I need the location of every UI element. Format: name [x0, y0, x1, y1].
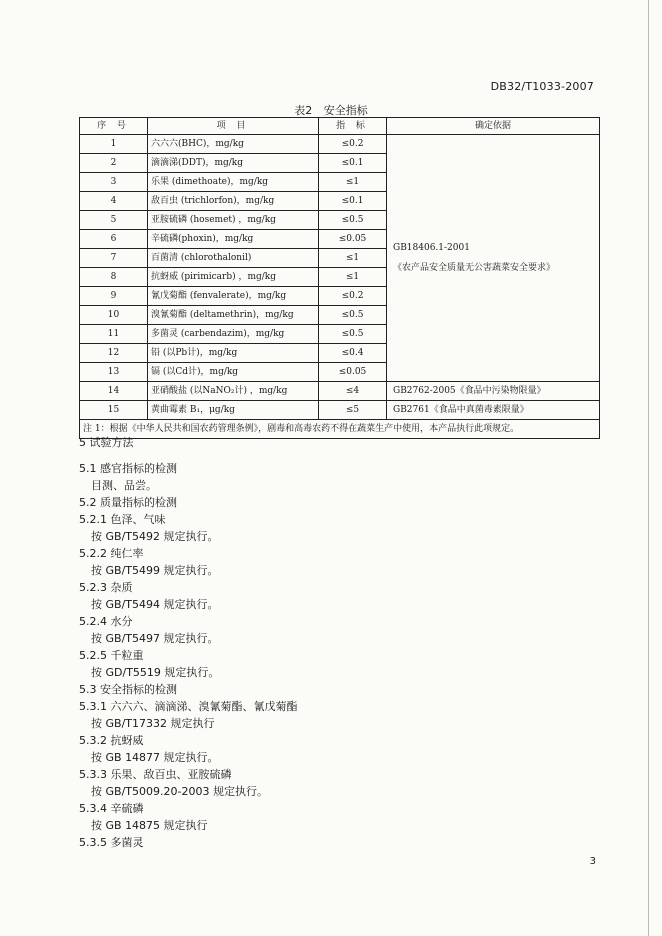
row-basis: GB2761《食品中真菌毒素限量》 — [387, 401, 600, 420]
row-item: 亚硝酸盐 (以NaNO₂计) ，mg/kg — [148, 382, 319, 401]
row-item: 铅 (以Pb计)，mg/kg — [148, 344, 319, 363]
section-5-2-5-heading: 5.2.5 千粒重 — [79, 649, 144, 662]
row-limit: ≤0.5 — [319, 306, 387, 325]
section-5-3-3-heading: 5.3.3 乐果、敌百虫、亚胺硫磷 — [79, 768, 232, 781]
row-item: 辛硫磷(phoxin)，mg/kg — [148, 230, 319, 249]
row-number: 8 — [80, 268, 148, 287]
section-5-3-4-text: 按 GB 14875 规定执行 — [91, 819, 208, 832]
row-item: 亚胺硫磷 (hosemet) ，mg/kg — [148, 211, 319, 230]
row-limit: ≤0.5 — [319, 211, 387, 230]
row-item: 滴滴涕(DDT)，mg/kg — [148, 154, 319, 173]
row-item: 敌百虫 (trichlorfon)，mg/kg — [148, 192, 319, 211]
row-number: 15 — [80, 401, 148, 420]
row-limit: ≤1 — [319, 268, 387, 287]
table-caption-number: 表2 — [294, 104, 313, 117]
row-item: 溴氰菊酯 (deltamethrin)，mg/kg — [148, 306, 319, 325]
row-number: 4 — [80, 192, 148, 211]
section-5-2-4-heading: 5.2.4 水分 — [79, 615, 133, 628]
section-5-2-5-text: 按 GD/T5519 规定执行。 — [91, 666, 220, 679]
row-item: 乐果 (dimethoate)，mg/kg — [148, 173, 319, 192]
section-5-3-heading: 5.3 安全指标的检测 — [79, 683, 177, 696]
row-number: 6 — [80, 230, 148, 249]
section-5-3-1-heading: 5.3.1 六六六、滴滴涕、溴氰菊酯、氰戊菊酯 — [79, 700, 298, 713]
row-item: 六六六(BHC)，mg/kg — [148, 135, 319, 154]
table-caption — [0, 102, 662, 118]
table-row — [80, 382, 600, 401]
section-5-3-3-text: 按 GB/T5009.20-2003 规定执行。 — [91, 785, 268, 798]
section-5-2-2-heading: 5.2.2 纯仁率 — [79, 547, 144, 560]
basis-standard-title: 《农产品安全质量无公害蔬菜安全要求》 — [393, 263, 556, 273]
row-limit: ≤0.1 — [319, 192, 387, 211]
row-number: 5 — [80, 211, 148, 230]
section-5-2-heading: 5.2 质量指标的检测 — [79, 496, 177, 509]
row-basis: GB2762-2005《食品中污染物限量》 — [387, 382, 600, 401]
row-number: 3 — [80, 173, 148, 192]
section-5-heading: 5 试验方法 — [79, 436, 134, 449]
row-limit: ≤0.4 — [319, 344, 387, 363]
row-number: 9 — [80, 287, 148, 306]
row-limit: ≤0.2 — [319, 287, 387, 306]
row-number: 7 — [80, 249, 148, 268]
section-5-2-2-text: 按 GB/T5499 规定执行。 — [91, 564, 219, 577]
section-5-3-1-text: 按 GB/T17332 规定执行 — [91, 717, 215, 730]
page-number: 3 — [589, 856, 596, 867]
page-edge-line — [648, 0, 649, 936]
column-header-basis: 确定依据 — [387, 118, 600, 135]
row-limit: ≤0.5 — [319, 325, 387, 344]
section-5-3-5-heading: 5.3.5 多菌灵 — [79, 836, 144, 849]
column-header-number: 序 号 — [80, 118, 148, 135]
row-limit: ≤1 — [319, 173, 387, 192]
row-number: 11 — [80, 325, 148, 344]
section-5-3-4-heading: 5.3.4 辛硫磷 — [79, 802, 144, 815]
column-header-item: 项 目 — [148, 118, 319, 135]
row-limit: ≤0.1 — [319, 154, 387, 173]
row-number: 13 — [80, 363, 148, 382]
section-5-2-1-text: 按 GB/T5492 规定执行。 — [91, 530, 219, 543]
table-note-row — [80, 420, 600, 439]
section-5-2-3-text: 按 GB/T5494 规定执行。 — [91, 598, 219, 611]
section-5-2-3-heading: 5.2.3 杂质 — [79, 581, 133, 594]
table-row — [80, 401, 600, 420]
section-5-3-2-text: 按 GB 14877 规定执行。 — [91, 751, 219, 764]
row-number: 12 — [80, 344, 148, 363]
section-5-2-4-text: 按 GB/T5497 规定执行。 — [91, 632, 219, 645]
row-number: 10 — [80, 306, 148, 325]
row-item: 黄曲霉素 B₁，μg/kg — [148, 401, 319, 420]
column-header-limit: 指 标 — [319, 118, 387, 135]
table-header-row — [80, 118, 600, 135]
row-limit: ≤0.05 — [319, 230, 387, 249]
row-number: 1 — [80, 135, 148, 154]
section-5-3-2-heading: 5.3.2 抗蚜威 — [79, 734, 144, 747]
row-limit: ≤1 — [319, 249, 387, 268]
safety-index-table — [79, 117, 600, 439]
section-5-1-text: 目测、品尝。 — [91, 479, 157, 492]
row-limit: ≤4 — [319, 382, 387, 401]
row-number: 14 — [80, 382, 148, 401]
row-limit: ≤0.2 — [319, 135, 387, 154]
row-limit: ≤5 — [319, 401, 387, 420]
section-5-1-heading: 5.1 感官指标的检测 — [79, 462, 177, 475]
table-caption-title: 安全指标 — [323, 104, 368, 117]
basis-standard: GB18406.1-2001 — [393, 243, 470, 253]
row-item: 镉 (以Cd计)，mg/kg — [148, 363, 319, 382]
row-item: 抗蚜威 (pirimicarb) ，mg/kg — [148, 268, 319, 287]
row-number: 2 — [80, 154, 148, 173]
document-code: DB32/T1033-2007 — [490, 80, 594, 93]
row-limit: ≤0.05 — [319, 363, 387, 382]
row-item: 氰戊菊酯 (fenvalerate)，mg/kg — [148, 287, 319, 306]
merged-basis-cell — [387, 135, 600, 382]
table-note: 注 1：根据《中华人民共和国农药管理条例》，剧毒和高毒农药不得在蔬菜生产中使用，本产品执行此项规定。 — [80, 420, 600, 439]
row-item: 百菌清 (chlorothalonil) — [148, 249, 319, 268]
row-item: 多菌灵 (carbendazim)，mg/kg — [148, 325, 319, 344]
section-5-2-1-heading: 5.2.1 色泽、气味 — [79, 513, 166, 526]
table-row — [80, 135, 600, 154]
